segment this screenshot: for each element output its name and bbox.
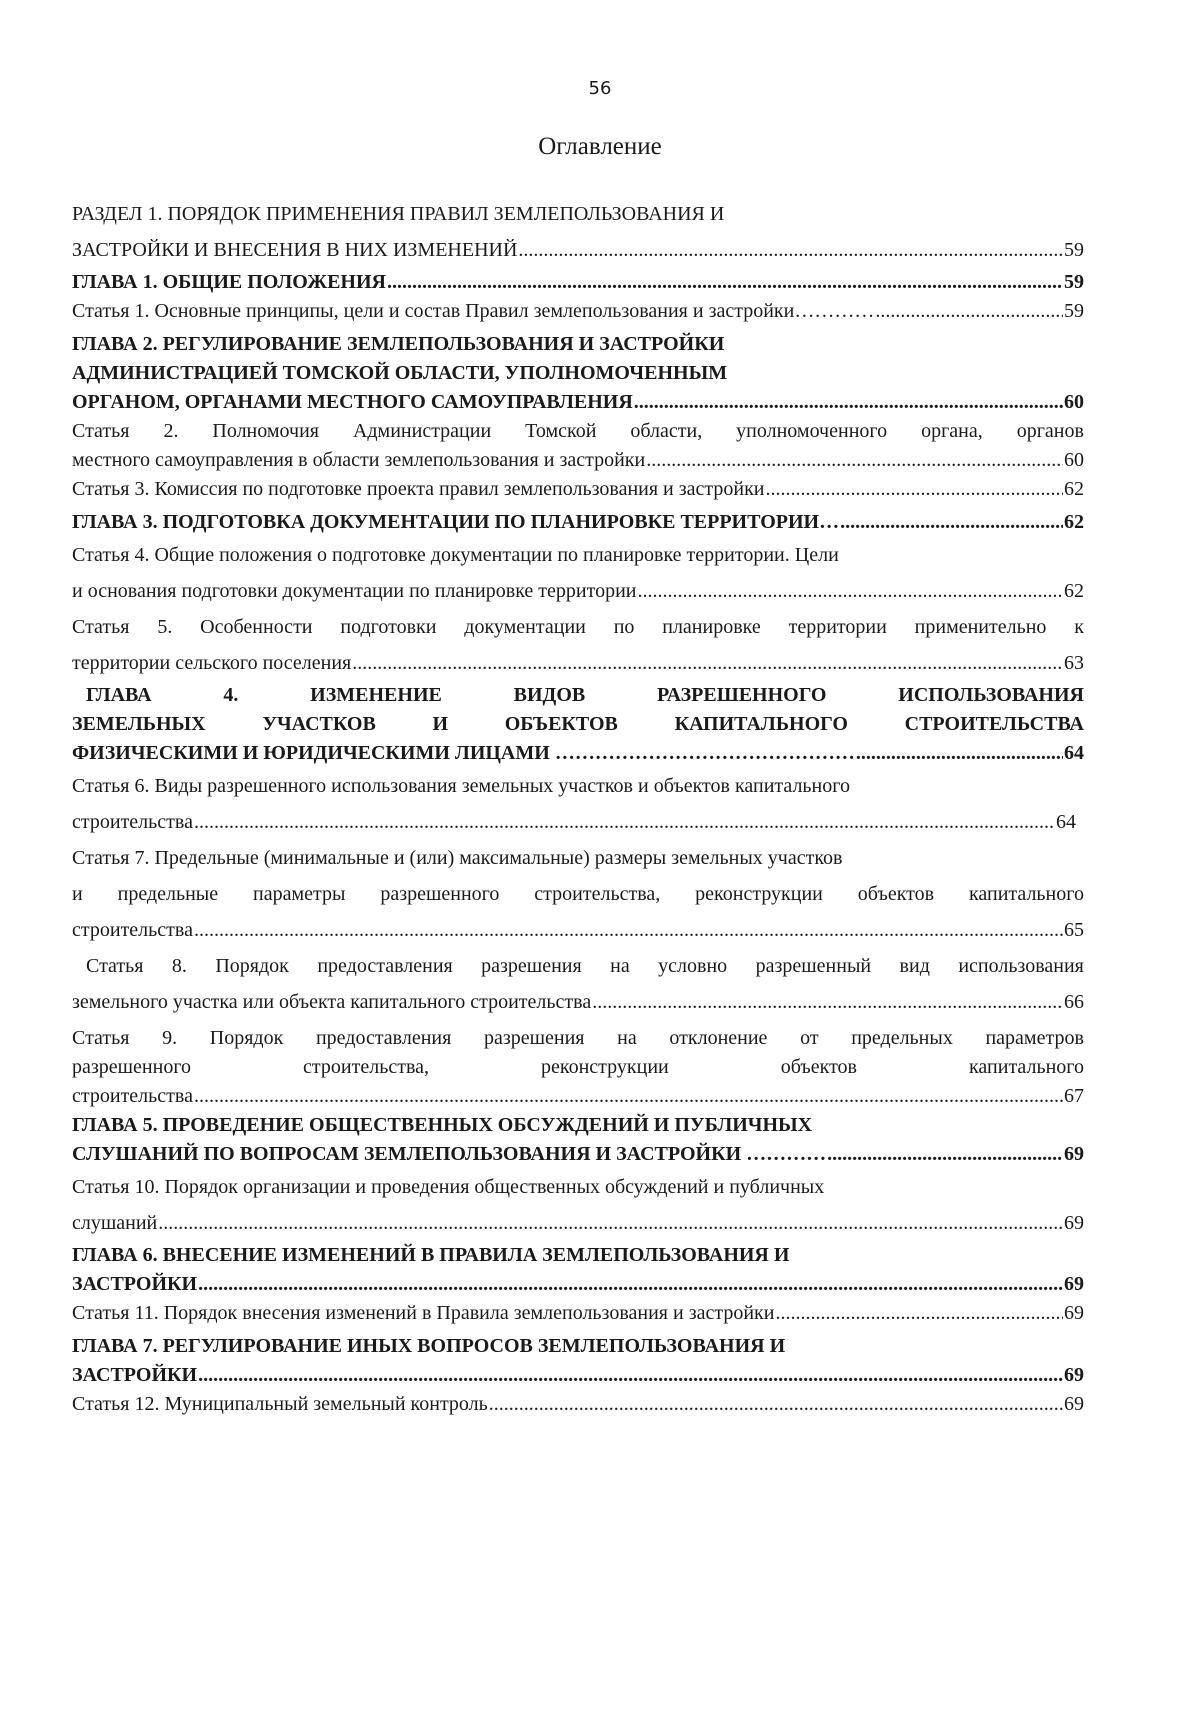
dot-leader — [634, 388, 1063, 417]
entry-text-line: ЗАСТРОЙКИ — [72, 1364, 198, 1386]
entry-text-line: РАЗДЕЛ 1. ПОРЯДОК ПРИМЕНЕНИЯ ПРАВИЛ ЗЕМЛЕПОЛЬЗОВАНИЯ И — [72, 203, 725, 225]
page-ref: 59 — [1064, 300, 1084, 322]
page-ref: 69 — [1064, 1302, 1084, 1324]
page-ref: 69 — [1064, 1273, 1084, 1295]
entry-text-line: территории сельского поселения — [72, 652, 352, 674]
toc-entry-glava-4[interactable] — [72, 681, 1084, 768]
entry-text-line: Статья 5. Особенности подготовки документации по планировке территории применительно к — [72, 616, 1084, 638]
dot-leader — [875, 297, 1063, 326]
entry-text-line: СЛУШАНИЙ ПО ВОПРОСАМ ЗЕМЛЕПОЛЬЗОВАНИЯ И ЗАСТРОЙКИ ………… — [72, 1143, 827, 1165]
table-of-contents — [72, 196, 1084, 1419]
dot-leader — [840, 508, 1063, 537]
page-ref: 64 — [1064, 742, 1084, 764]
entry-text-line: земельного участка или объекта капитального строительства — [72, 991, 592, 1013]
dot-leader — [775, 1299, 1063, 1328]
toc-entry-statya-9[interactable] — [72, 1024, 1084, 1111]
toc-entry-glava-6[interactable] — [72, 1241, 1084, 1299]
dot-leader — [194, 1082, 1063, 1111]
page-ref: 69 — [1064, 1143, 1084, 1165]
toc-entry-glava-1[interactable] — [72, 268, 1084, 297]
toc-entry-glava-3[interactable] — [72, 508, 1084, 537]
entry-text-line: ЗЕМЕЛЬНЫХ УЧАСТКОВ И ОБЪЕКТОВ КАПИТАЛЬНОГО СТРОИТЕЛЬСТВА — [72, 713, 1084, 735]
toc-entry-statya-4[interactable] — [72, 537, 1084, 609]
entry-text-line: ЗАСТРОЙКИ — [72, 1273, 198, 1295]
entry-text-line: строительства — [72, 1085, 193, 1107]
dot-leader — [856, 739, 1063, 768]
toc-entry-statya-12[interactable] — [72, 1390, 1084, 1419]
page-ref: 69 — [1064, 1393, 1084, 1415]
dot-leader — [198, 1361, 1063, 1390]
entry-text-line: ГЛАВА 7. РЕГУЛИРОВАНИЕ ИНЫХ ВОПРОСОВ ЗЕМЛЕПОЛЬЗОВАНИЯ И — [72, 1335, 786, 1357]
page-ref: 67 — [1064, 1085, 1084, 1107]
entry-text-line: ГЛАВА 6. ВНЕСЕНИЕ ИЗМЕНЕНИЙ В ПРАВИЛА ЗЕМЛЕПОЛЬЗОВАНИЯ И — [72, 1244, 790, 1266]
page-ref: 62 — [1064, 580, 1084, 602]
dot-leader — [352, 645, 1063, 681]
entry-text-line: строительства — [72, 919, 193, 941]
page-ref: 65 — [1064, 919, 1084, 941]
entry-text-line: Статья 9. Порядок предоставления разрешения на отклонение от предельных параметров — [72, 1027, 1084, 1049]
entry-text-line: Статья 1. Основные принципы, цели и состав Правил землепользования и застройки………… — [72, 300, 875, 322]
toc-entry-statya-7[interactable] — [72, 840, 1084, 948]
entry-text-line: и основания подготовки документации по планировке территории — [72, 580, 637, 602]
toc-entry-glava-7[interactable] — [72, 1332, 1084, 1390]
page-number: 56 — [588, 78, 612, 99]
dot-leader — [646, 446, 1063, 475]
page-ref: 60 — [1064, 391, 1084, 413]
dot-leader — [194, 804, 1055, 840]
entry-text-line: местного самоуправления в области землепользования и застройки — [72, 449, 646, 471]
entry-text-line: Статья 11. Порядок внесения изменений в Правила землепользования и застройки — [72, 1302, 775, 1324]
page-ref: 69 — [1064, 1364, 1084, 1386]
dot-leader — [638, 573, 1064, 609]
page-ref: 63 — [1064, 652, 1084, 674]
entry-text-line: Статья 10. Порядок организации и проведения общественных обсуждений и публичных — [72, 1176, 825, 1198]
dot-leader — [194, 912, 1063, 948]
page-ref: 59 — [1064, 239, 1084, 261]
page-ref: 69 — [1064, 1212, 1084, 1234]
entry-text-line: разрешенного строительства, реконструкции объектов капитального — [72, 1056, 1084, 1078]
toc-entry-statya-11[interactable] — [72, 1299, 1084, 1328]
dot-leader — [518, 232, 1063, 268]
entry-text-line: ЗАСТРОЙКИ И ВНЕСЕНИЯ В НИХ ИЗМЕНЕНИЙ — [72, 239, 518, 261]
entry-text-line: ФИЗИЧЕСКИМИ И ЮРИДИЧЕСКИМИ ЛИЦАМИ ……………………………………… — [72, 742, 855, 764]
dot-leader — [827, 1140, 1063, 1169]
entry-text-line: АДМИНИСТРАЦИЕЙ ТОМСКОЙ ОБЛАСТИ, УПОЛНОМОЧЕННЫМ — [72, 362, 728, 384]
dot-leader — [489, 1390, 1063, 1419]
page-ref: 62 — [1064, 511, 1084, 533]
entry-text-line: ГЛАВА 1. ОБЩИЕ ПОЛОЖЕНИЯ — [72, 271, 386, 293]
entry-text-line: ГЛАВА 3. ПОДГОТОВКА ДОКУМЕНТАЦИИ ПО ПЛАНИРОВКЕ ТЕРРИТОРИИ… — [72, 511, 840, 533]
entry-text-line: Статья 2. Полномочия Администрации Томской области, уполномоченного органа, органов — [72, 420, 1084, 442]
dot-leader — [158, 1205, 1063, 1241]
toc-entry-statya-10[interactable] — [72, 1169, 1084, 1241]
toc-entry-razdel-1[interactable] — [72, 196, 1084, 268]
dot-leader — [766, 475, 1063, 504]
entry-text-line: Статья 7. Предельные (минимальные и (или) максимальные) размеры земельных участков — [72, 847, 843, 869]
toc-entry-statya-3[interactable] — [72, 475, 1084, 504]
toc-entry-glava-2[interactable] — [72, 330, 1084, 417]
page-ref: 59 — [1064, 271, 1084, 293]
entry-text-line: ГЛАВА 5. ПРОВЕДЕНИЕ ОБЩЕСТВЕННЫХ ОБСУЖДЕНИЙ И ПУБЛИЧНЫХ — [72, 1114, 813, 1136]
page-ref: 64 — [1056, 811, 1076, 833]
entry-text-line: и предельные параметры разрешенного строительства, реконструкции объектов капитального — [72, 883, 1084, 905]
toc-entry-statya-1[interactable] — [72, 297, 1084, 326]
entry-text-line: Статья 8. Порядок предоставления разрешения на условно разрешенный вид использования — [86, 955, 1084, 977]
toc-entry-statya-8[interactable] — [72, 948, 1084, 1020]
entry-text-line: слушаний — [72, 1212, 158, 1234]
dot-leader — [592, 984, 1063, 1020]
entry-text-line: строительства — [72, 811, 193, 833]
page-ref: 60 — [1064, 449, 1084, 471]
entry-text-line: ГЛАВА 2. РЕГУЛИРОВАНИЕ ЗЕМЛЕПОЛЬЗОВАНИЯ И ЗАСТРОЙКИ — [72, 333, 725, 355]
toc-entry-statya-6[interactable] — [72, 768, 1084, 840]
toc-entry-statya-2[interactable] — [72, 417, 1084, 475]
entry-text-line: Статья 12. Муниципальный земельный контроль — [72, 1393, 488, 1415]
entry-text-line: Статья 6. Виды разрешенного использования земельных участков и объектов капитального — [72, 775, 850, 797]
entry-text-line: Статья 3. Комиссия по подготовке проекта правил землепользования и застройки — [72, 478, 765, 500]
toc-entry-statya-5[interactable] — [72, 609, 1084, 681]
page-ref: 62 — [1064, 478, 1084, 500]
dot-leader — [387, 268, 1063, 297]
dot-leader — [198, 1270, 1063, 1299]
entry-text-line: Статья 4. Общие положения о подготовке документации по планировке территории. Цели — [72, 544, 839, 566]
entry-text-line: ГЛАВА 4. ИЗМЕНЕНИЕ ВИДОВ РАЗРЕШЕННОГО ИСПОЛЬЗОВАНИЯ — [86, 684, 1084, 706]
toc-title: Оглавление — [538, 133, 662, 160]
toc-entry-glava-5[interactable] — [72, 1111, 1084, 1169]
page-ref: 66 — [1064, 991, 1084, 1013]
entry-text-line: ОРГАНОМ, ОРГАНАМИ МЕСТНОГО САМОУПРАВЛЕНИЯ — [72, 391, 633, 413]
